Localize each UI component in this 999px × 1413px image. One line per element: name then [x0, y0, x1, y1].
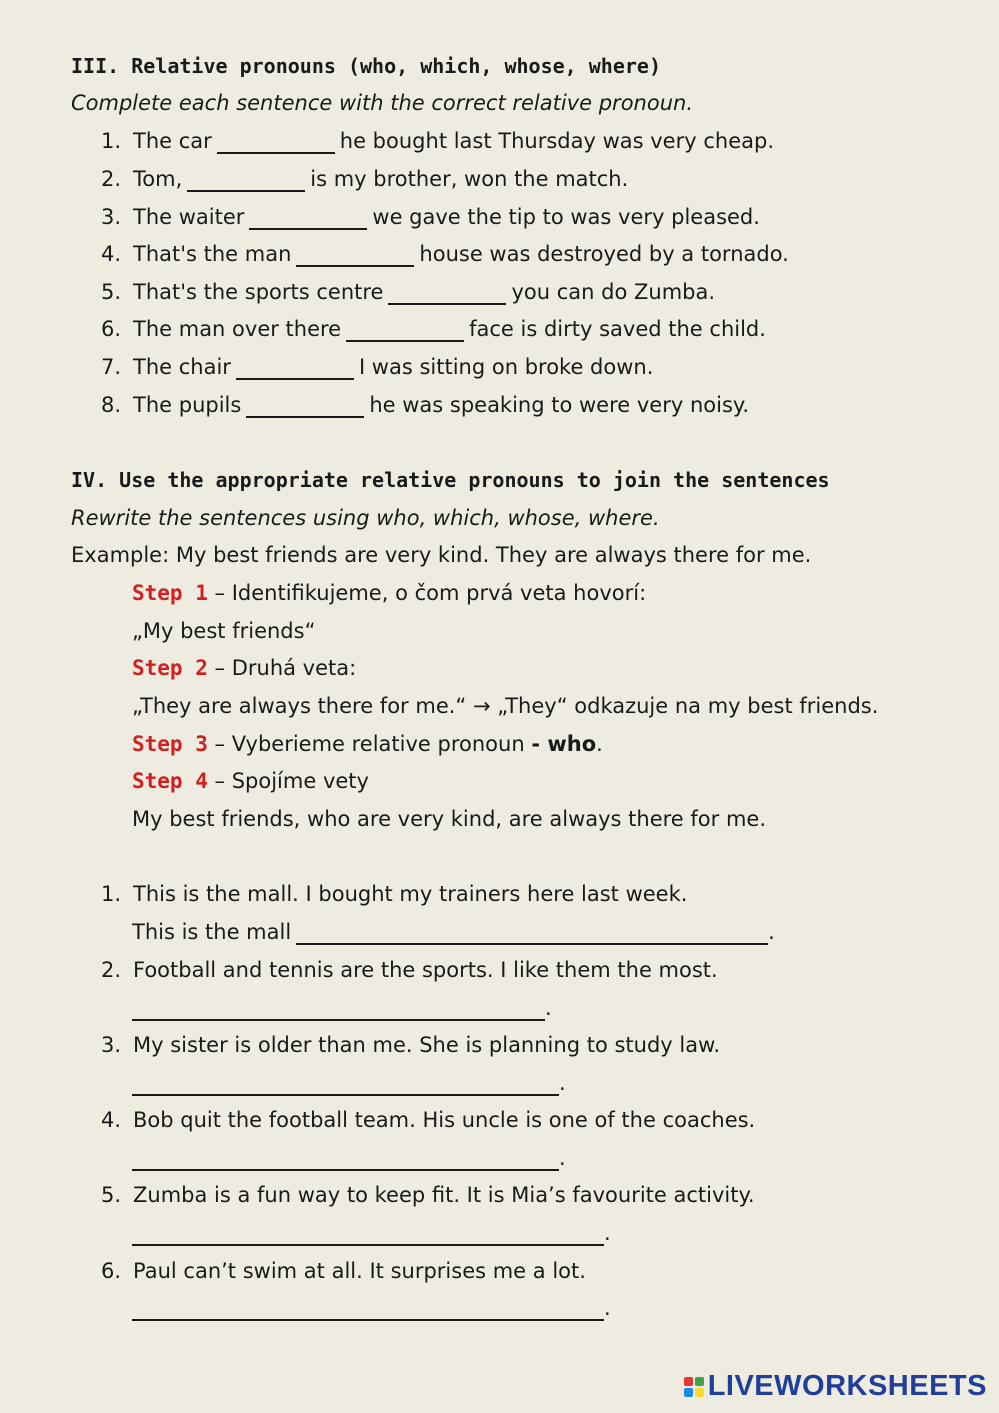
answer-blank[interactable]	[132, 1072, 559, 1096]
item-text-before: Tom,	[133, 167, 183, 191]
answer-period: .	[559, 1146, 566, 1170]
step-4	[132, 767, 369, 795]
step-3	[132, 730, 603, 758]
answer-blank[interactable]	[132, 1222, 604, 1246]
item-text-before: The waiter	[133, 205, 245, 229]
answer-prefix: This is the mall	[132, 920, 292, 944]
item-text-after: he bought last Thursday was very cheap.	[339, 129, 774, 153]
section-4-heading: IV. Use the appropriate relative pronouns to join the sentences	[71, 468, 830, 492]
item-text-after: we gave the tip to was very pleased.	[372, 205, 760, 229]
item-text: Bob quit the football team. His uncle is one of the coaches.	[133, 1108, 756, 1132]
step-label: Step 3	[132, 732, 208, 756]
answer-blank[interactable]	[217, 130, 335, 154]
item-number: 7.	[101, 355, 122, 379]
step-label: Step 4	[132, 769, 208, 793]
answer-blank[interactable]	[132, 997, 545, 1021]
s3-item-8	[101, 391, 749, 419]
s4-item-2	[101, 956, 718, 984]
s3-item-4	[101, 240, 789, 268]
answer-period: .	[559, 1071, 566, 1095]
answer-period: .	[604, 1296, 611, 1320]
item-text-after: face is dirty saved the child.	[469, 317, 766, 341]
item-text-before: The pupils	[133, 393, 242, 417]
answer-blank[interactable]	[346, 318, 464, 342]
item-text: My sister is older than me. She is planning to study law.	[133, 1033, 721, 1057]
item-number: 5.	[101, 280, 122, 304]
item-number: 1.	[101, 129, 122, 153]
step-text: – Identifikujeme, o čom prvá veta hovorí:	[207, 581, 647, 605]
answer-blank[interactable]	[236, 356, 354, 380]
step-text: – Druhá veta:	[207, 656, 357, 680]
item-number: 1.	[101, 882, 122, 906]
item-text: This is the mall. I bought my trainers here last week.	[133, 882, 688, 906]
item-text-after: he was speaking to were very noisy.	[369, 393, 749, 417]
s4-item-3	[101, 1031, 720, 1059]
s3-item-3	[101, 203, 760, 231]
item-number: 6.	[101, 1259, 122, 1283]
answer-period: .	[768, 920, 775, 944]
answer-blank[interactable]	[249, 206, 367, 230]
answer-blank[interactable]	[246, 394, 364, 418]
item-number: 8.	[101, 393, 122, 417]
logo-mark-icon	[684, 1377, 704, 1397]
item-text-after: is my brother, won the match.	[310, 167, 629, 191]
s3-item-1	[101, 127, 774, 155]
item-text: Zumba is a fun way to keep fit. It is Mia’s favourite activity.	[133, 1183, 755, 1207]
s4-item-5-answer	[132, 1219, 611, 1247]
item-text-before: That's the man	[133, 242, 292, 266]
answer-blank[interactable]	[187, 168, 305, 192]
section-4-instruction: Rewrite the sentences using who, which, whose, where.	[71, 506, 660, 530]
logo-square-4	[695, 1388, 704, 1397]
step-1-quote: „My best friends“	[132, 619, 316, 643]
logo-square-2	[695, 1377, 704, 1386]
answer-blank[interactable]	[388, 281, 506, 305]
answer-period: .	[545, 996, 552, 1020]
step-period: .	[596, 732, 603, 756]
item-number: 2.	[101, 167, 122, 191]
section-3-heading: III. Relative pronouns (who, which, whose, where)	[71, 54, 662, 78]
item-text-before: The man over there	[133, 317, 342, 341]
item-text-before: The car	[133, 129, 212, 153]
s4-item-3-answer	[132, 1069, 566, 1097]
item-text-after: house was destroyed by a tornado.	[419, 242, 789, 266]
answer-blank[interactable]	[296, 921, 768, 945]
logo-text: LIVEWORKSHEETS	[707, 1370, 987, 1402]
s4-item-2-answer	[132, 994, 552, 1022]
item-text-before: That's the sports centre	[133, 280, 384, 304]
s4-item-4	[101, 1106, 755, 1134]
answer-blank[interactable]	[132, 1297, 604, 1321]
s4-item-5	[101, 1181, 755, 1209]
item-number: 4.	[101, 242, 122, 266]
item-text-after: I was sitting on broke down.	[358, 355, 654, 379]
item-text: Football and tennis are the sports. I like them the most.	[133, 958, 718, 982]
step-dash: -	[531, 732, 548, 756]
item-text: Paul can’t swim at all. It surprises me a lot.	[133, 1259, 586, 1283]
s4-item-4-answer	[132, 1144, 566, 1172]
answer-blank[interactable]	[296, 243, 414, 267]
answer-blank[interactable]	[132, 1147, 559, 1171]
step-label: Step 1	[132, 581, 208, 605]
item-number: 3.	[101, 1033, 122, 1057]
s3-item-2	[101, 165, 628, 193]
item-number: 5.	[101, 1183, 122, 1207]
s3-item-6	[101, 315, 766, 343]
s3-item-7	[101, 353, 653, 381]
step-2	[132, 654, 356, 682]
step-label: Step 2	[132, 656, 208, 680]
s4-item-1	[101, 880, 687, 908]
step-2-quote: „They are always there for me.“ → „They“ odkazuje na my best friends.	[132, 694, 879, 718]
step-text: – Spojíme vety	[207, 769, 369, 793]
step-result: My best friends, who are very kind, are always there for me.	[132, 807, 767, 831]
s3-item-5	[101, 278, 715, 306]
item-number: 6.	[101, 317, 122, 341]
logo-square-1	[684, 1377, 693, 1386]
s4-item-6	[101, 1257, 586, 1285]
step-1	[132, 579, 646, 607]
liveworksheets-logo[interactable]	[684, 1370, 987, 1403]
item-number: 3.	[101, 205, 122, 229]
s4-item-1-answer	[132, 918, 775, 946]
item-number: 4.	[101, 1108, 122, 1132]
logo-square-3	[684, 1388, 693, 1397]
step-text: – Vyberieme relative pronoun	[207, 732, 532, 756]
example-sentence: Example: My best friends are very kind. They are always there for me.	[71, 543, 812, 567]
s4-item-6-answer	[132, 1294, 611, 1322]
answer-period: .	[604, 1221, 611, 1245]
item-text-after: you can do Zumba.	[511, 280, 716, 304]
section-3-instruction: Complete each sentence with the correct relative pronoun.	[71, 91, 693, 115]
item-text-before: The chair	[133, 355, 231, 379]
step-pronoun: who	[547, 732, 597, 756]
item-number: 2.	[101, 958, 122, 982]
